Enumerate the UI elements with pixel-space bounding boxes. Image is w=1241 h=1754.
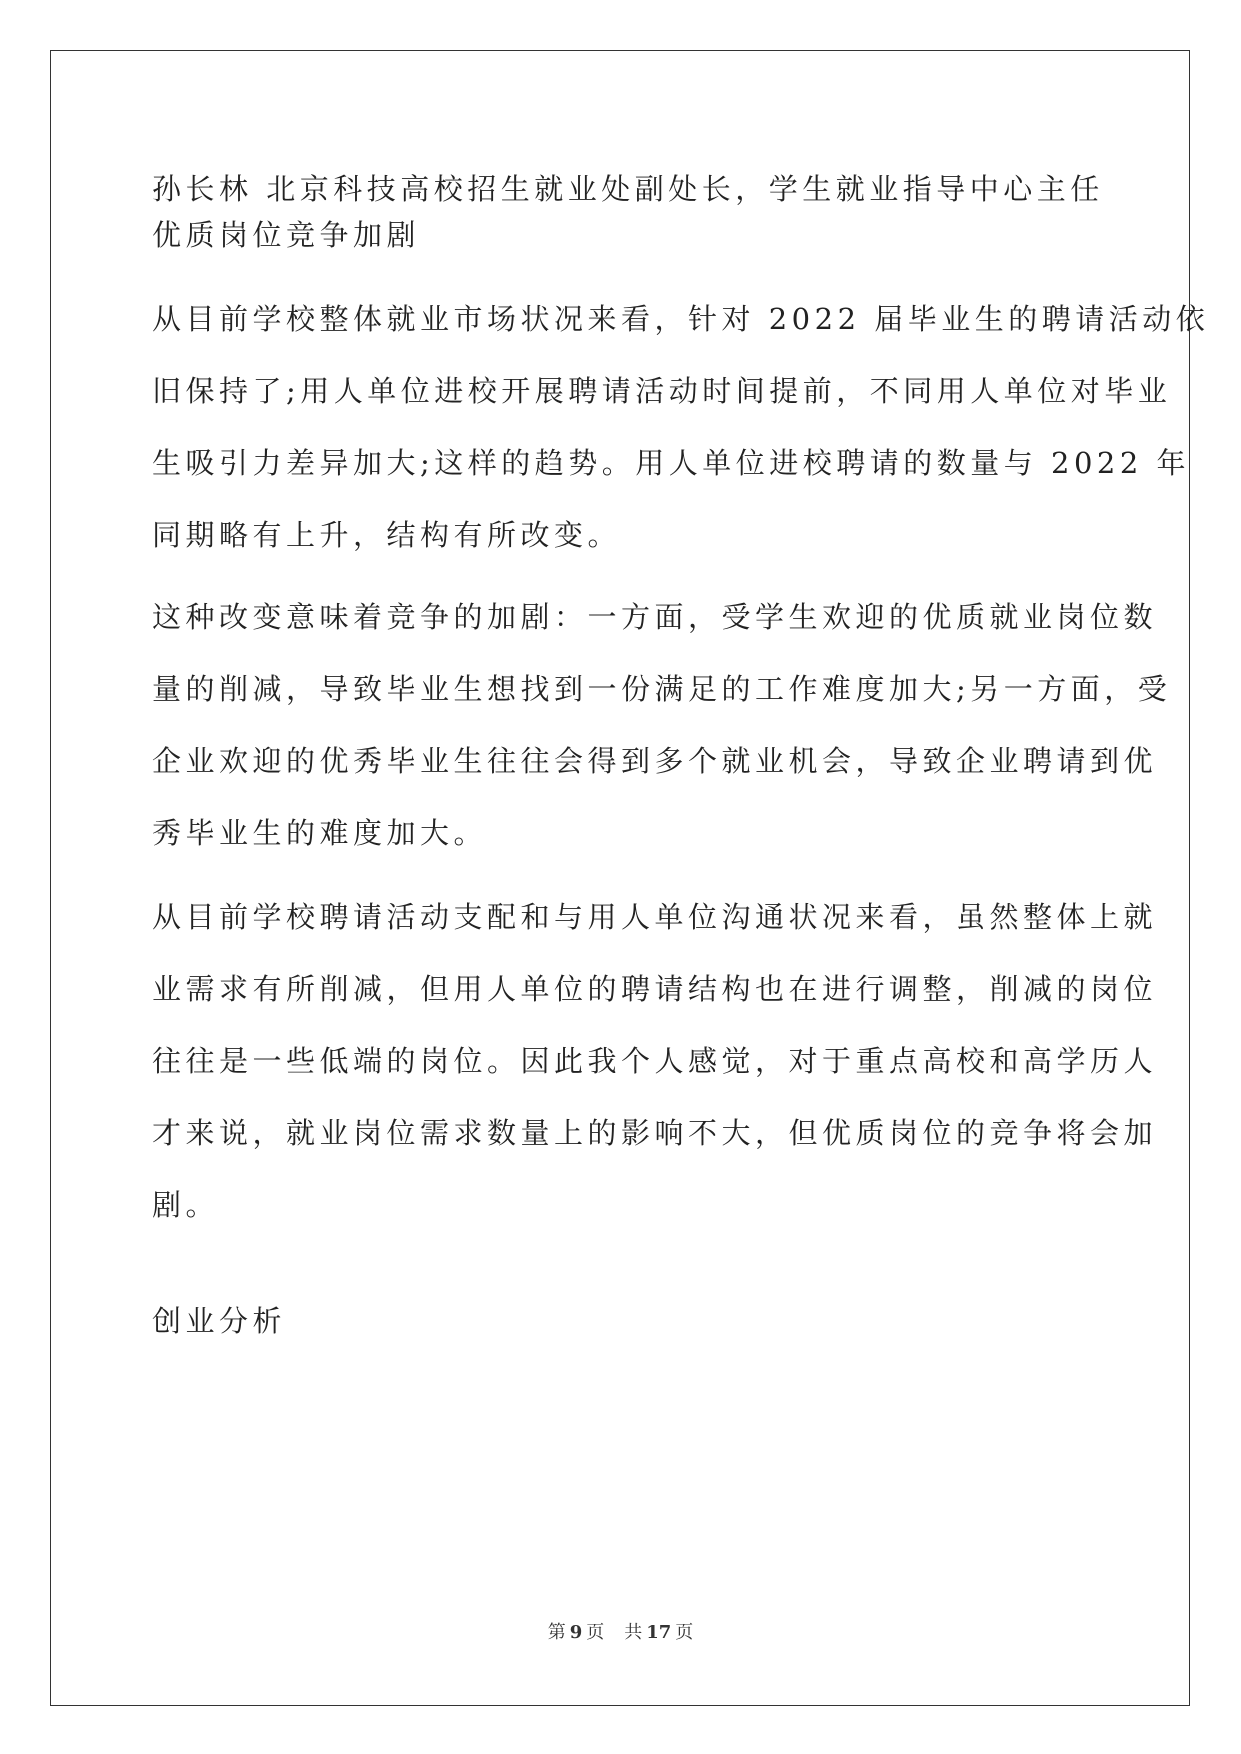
paragraph-line: 生吸引力差异加大;这样的趋势。用人单位进校聘请的数量与 2022 年	[152, 446, 1191, 480]
section-heading: 创业分析	[152, 1304, 287, 1338]
author-line: 孙长林 北京科技高校招生就业处副处长，学生就业指导中心主任	[152, 172, 1104, 206]
paragraph-line: 量的削减，导致毕业生想找到一份满足的工作难度加大;另一方面，受	[152, 672, 1172, 706]
page-label-suffix: 页	[586, 1622, 605, 1643]
paragraph-line: 才来说，就业岗位需求数量上的影响不大，但优质岗位的竞争将会加	[152, 1116, 1158, 1150]
total-pages: 17	[646, 1622, 672, 1643]
paragraph-line: 同期略有上升，结构有所改变。	[152, 518, 622, 552]
paragraph-line: 从目前学校聘请活动支配和与用人单位沟通状况来看，虽然整体上就	[152, 900, 1158, 934]
paragraph-line: 往往是一些低端的岗位。因此我个人感觉，对于重点高校和高学历人	[152, 1044, 1158, 1078]
paragraph-line: 剧。	[152, 1188, 220, 1222]
paragraph-line: 这种改变意味着竞争的加剧：一方面，受学生欢迎的优质就业岗位数	[152, 600, 1158, 634]
section-heading: 优质岗位竞争加剧	[152, 218, 421, 252]
total-label-prefix: 共	[624, 1622, 643, 1643]
paragraph-line: 从目前学校整体就业市场状况来看，针对 2022 届毕业生的聘请活动依	[152, 302, 1210, 336]
total-label-suffix: 页	[675, 1622, 694, 1643]
paragraph-line: 业需求有所削减，但用人单位的聘请结构也在进行调整，削减的岗位	[152, 972, 1158, 1006]
page-label-prefix: 第	[547, 1622, 566, 1643]
paragraph-line: 旧保持了;用人单位进校开展聘请活动时间提前，不同用人单位对毕业	[152, 374, 1172, 408]
paragraph-line: 秀毕业生的难度加大。	[152, 816, 488, 850]
page-number: 9	[569, 1622, 583, 1643]
page-footer	[0, 1618, 1241, 1644]
paragraph-line: 企业欢迎的优秀毕业生往往会得到多个就业机会，导致企业聘请到优	[152, 744, 1158, 778]
